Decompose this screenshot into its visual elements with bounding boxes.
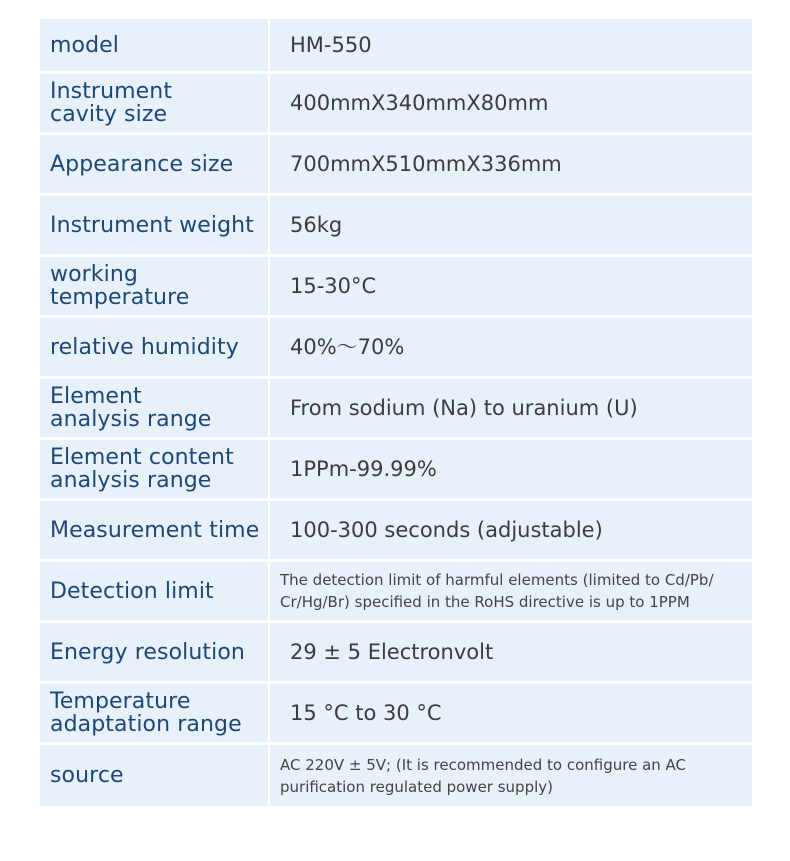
spec-value-element-content-range: 1PPm-99.99% <box>270 440 752 498</box>
spec-label-model: model <box>40 19 268 71</box>
spec-label-working-temperature: working temperature <box>40 257 268 315</box>
spec-label-temperature-adaptation: Temperature adaptation range <box>40 684 268 742</box>
spec-label-energy-resolution: Energy resolution <box>40 623 268 681</box>
spec-value-element-analysis-range: From sodium (Na) to uranium (U) <box>270 379 752 437</box>
spec-value-instrument-weight: 56kg <box>270 196 752 254</box>
spec-table <box>40 19 752 806</box>
spec-label-measurement-time: Measurement time <box>40 501 268 559</box>
spec-label-source: source <box>40 745 268 806</box>
spec-value-working-temperature: 15-30°C <box>270 257 752 315</box>
spec-value-cavity-size: 400mmX340mmX80mm <box>270 74 752 132</box>
spec-value-energy-resolution: 29 ± 5 Electronvolt <box>270 623 752 681</box>
spec-value-source: AC 220V ± 5V; (It is recommended to configure an AC purification regulated power supply) <box>270 745 752 806</box>
spec-value-detection-limit: The detection limit of harmful elements (limited to Cd/Pb/ Cr/Hg/Br) specified in the RoHS directive is up to 1PPM <box>270 562 752 620</box>
spec-label-appearance-size: Appearance size <box>40 135 268 193</box>
spec-value-appearance-size: 700mmX510mmX336mm <box>270 135 752 193</box>
spec-value-model: HM-550 <box>270 19 752 71</box>
spec-label-detection-limit: Detection limit <box>40 562 268 620</box>
spec-label-instrument-weight: Instrument weight <box>40 196 268 254</box>
spec-value-relative-humidity: 40%～70% <box>270 318 752 376</box>
spec-value-measurement-time: 100-300 seconds (adjustable) <box>270 501 752 559</box>
spec-label-element-content-range: Element content analysis range <box>40 440 268 498</box>
spec-label-cavity-size: Instrument cavity size <box>40 74 268 132</box>
spec-label-relative-humidity: relative humidity <box>40 318 268 376</box>
spec-label-element-analysis-range: Element analysis range <box>40 379 268 437</box>
spec-value-temperature-adaptation: 15 °C to 30 °C <box>270 684 752 742</box>
